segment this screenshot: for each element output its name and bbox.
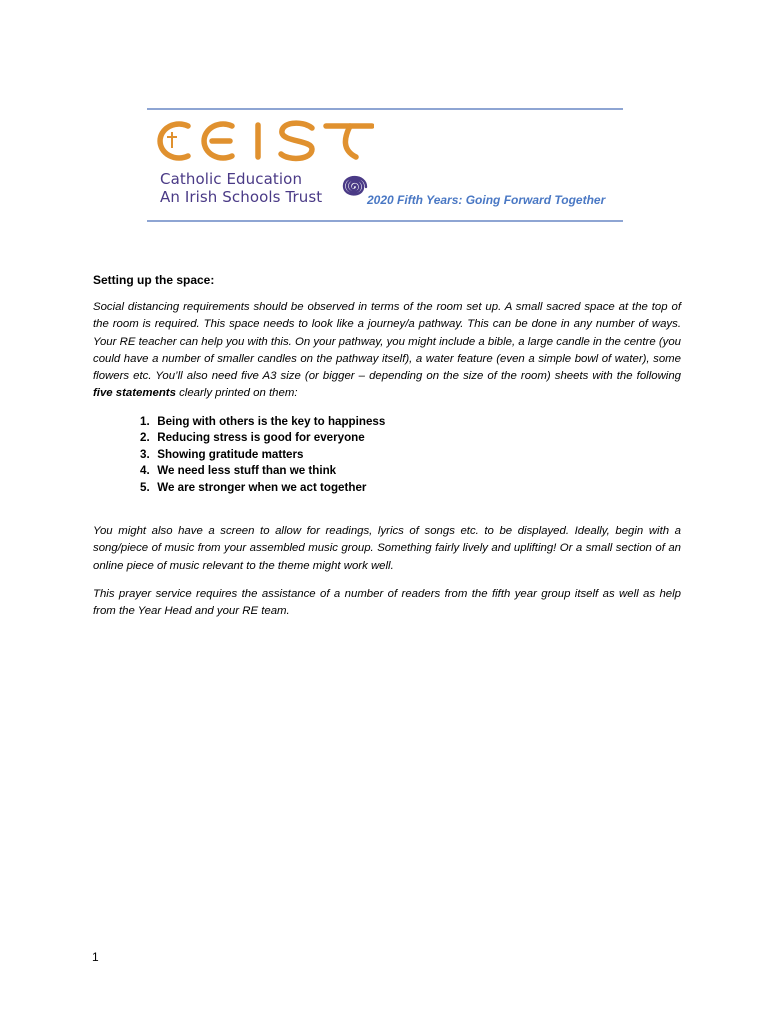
intro-text: Social distancing requirements should be observed in terms of the room set up. A small sacred space at the top of the room is required. This space needs to look like a journey/a pathway. This can be done in any number of ways. Your RE teacher can help you with this. On your pathway, you might include a bible, a large candle in the centre (you could have a number of smaller candles on the pathway itself), a water feature (even a simple bowl of water), some flowers etc. You’ll also need five A3 size (or bigger – depending on the size of the room) sheets with the following [93,301,682,383]
section-title: Setting up the space: [93,273,215,287]
list-item [140,463,385,479]
list-item [140,447,385,463]
list-item-number: 5. [140,480,150,494]
statements-list [140,414,385,496]
intro-emphasis: five statements [93,387,176,400]
logo-line-irish-schools-trust: An Irish Schools Trust [160,188,323,206]
list-item-number: 4. [140,464,150,478]
intro-text-end: clearly printed on them: [175,387,298,400]
spiral-icon [338,170,368,204]
list-item-text: Being with others is the key to happiness [157,415,386,428]
list-item [140,430,385,446]
screen-paragraph: You might also have a screen to allow for readings, lyrics of songs etc. to be displayed. Ideally, begin with a song/piece of music from your assembled music group. Something fairly lively and uplifting! Or a small section of an online piece of music relevant to the theme might work well. [93,525,681,572]
header-tagline: 2020 Fifth Years: Going Forward Together [367,193,606,207]
logo-line-catholic-education: Catholic Education [160,170,303,188]
list-item [140,480,385,496]
list-item-text: We are stronger when we act together [157,480,367,494]
page-number: 1 [92,950,99,964]
ceist-wordmark [152,118,374,164]
list-item-text: Showing gratitude matters [157,447,304,461]
list-item-number: 2. [140,431,150,445]
readers-paragraph: This prayer service requires the assistance of a number of readers from the fifth year group itself as well as help from the Year Head and your RE team. [93,588,681,618]
list-item-text: Reducing stress is good for everyone [157,431,365,445]
header-top-rule [147,108,623,110]
list-item-number: 3. [140,447,150,461]
list-item-number: 1. [140,415,150,428]
list-item [140,414,385,430]
list-item-text: We need less stuff than we think [157,464,337,478]
header-bottom-rule [147,220,623,222]
intro-paragraph [93,299,681,403]
